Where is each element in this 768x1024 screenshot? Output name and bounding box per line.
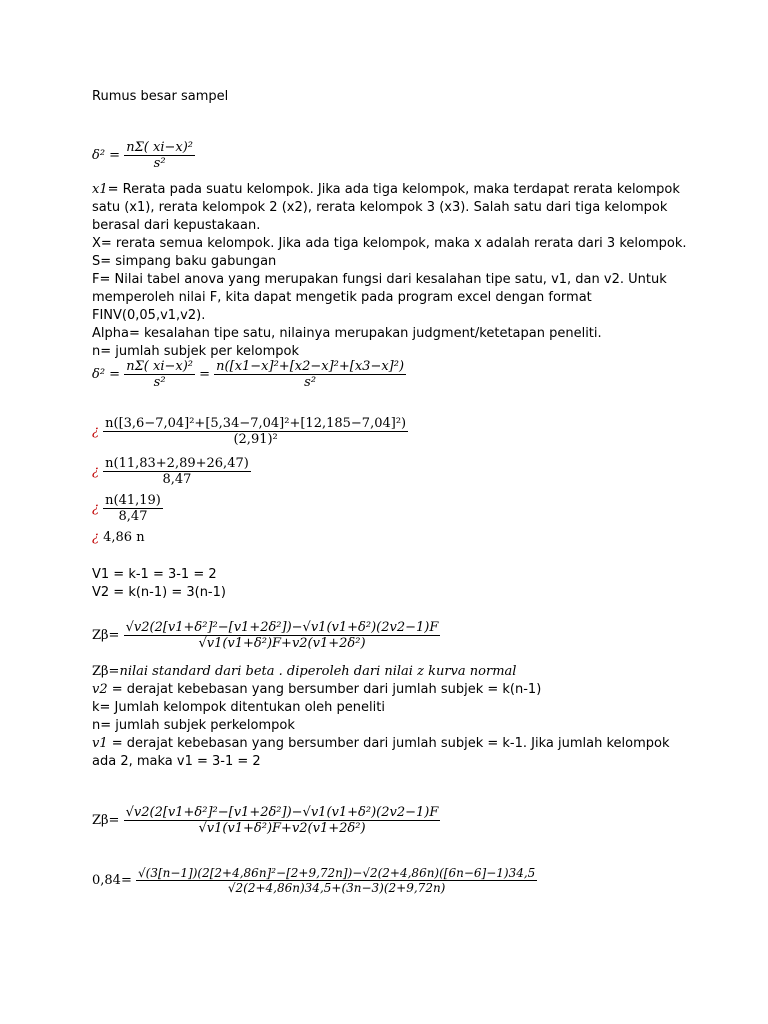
v1-symbol: v1 [92,736,108,751]
formula-fraction [124,140,195,171]
fraction-denominator: s² [124,155,195,171]
fraction-denominator: √v1(v1+δ²)F+v2(v1+2δ²) [124,635,441,651]
formula-lhs: Zβ= [92,813,120,828]
definition-X: X= rerata semua kelompok. Jika ada tiga kelompok, maka x adalah rerata dari 3 kelompok. [92,236,687,251]
formula-z-beta-substituted [92,866,537,895]
fraction-denominator: 8,47 [103,471,251,487]
calculation-step-4 [92,530,145,545]
calculation-step-1 [92,416,408,447]
z-beta-definition: nilai standard dari beta . diperoleh dari nilai z kurva normal [119,664,517,679]
step-marker: ¿ [92,530,99,545]
fraction-denominator: s² [214,374,406,390]
line-V2: V2 = k(n-1) = 3(n-1) [92,585,226,600]
fraction-numerator: n(11,83+2,89+26,47) [105,456,249,471]
fraction-denominator: s² [124,374,195,390]
fraction-numerator: nΣ( xi−x)² [126,140,193,155]
fraction-denominator: (2,91)² [103,431,408,447]
definition-v2 [92,681,541,699]
fraction-numerator: √(3[n−1])(2[2+4,86n]²−[2+9,72n])−√2(2+4,86n)([6n−6]−1)34,5 [137,866,536,880]
fraction-denominator: √2(2+4,86n)34,5+(3n−3)(2+9,72n) [136,880,537,895]
line-V1: V1 = k-1 = 3-1 = 2 [92,567,217,582]
step-fraction [103,493,163,524]
step-marker: ¿ [92,464,99,479]
formula-lhs: δ² = [92,148,121,163]
step-result: 4,86 n [103,530,145,545]
step-fraction [103,456,251,487]
x1-definition: = Rerata pada suatu kelompok. Jika ada tiga kelompok, maka terdapat rerata kelompok satu (x1), rerata kelompok 2 (x2), rerata kelompok 3 (x3). Salah satu dari tiga kelompok berasal dari kepustakaan. [92,182,680,233]
step-marker: ¿ [92,501,99,516]
formula-lhs: Zβ= [92,628,120,643]
paragraph-x1 [92,181,682,235]
definition-k: k= Jumlah kelompok ditentukan oleh peneliti [92,700,385,715]
formula-fraction [124,620,441,651]
v1-definition: = derajat kebebasan yang bersumber dari jumlah subjek = k-1. Jika jumlah kelompok ada 2, maka v1 = 3-1 = 2 [92,736,670,769]
formula-lhs: 0,84= [92,873,132,888]
v2-symbol: v2 [92,682,108,697]
formula-delta-squared [92,140,195,171]
formula-fraction [124,359,195,390]
x1-symbol: x1 [92,182,108,197]
calculation-step-2 [92,456,251,487]
definition-S: S= simpang baku gabungan [92,254,277,269]
fraction-numerator: √v2(2[v1+δ²]²−[v1+2δ²])−√v1(v1+δ²)(2v2−1)F [125,620,439,635]
definition-v1 [92,735,682,771]
calculation-step-3 [92,493,163,524]
formula-lhs: δ² = [92,367,121,382]
fraction-numerator: √v2(2[v1+δ²]²−[v1+2δ²])−√v1(v1+δ²)(2v2−1)F [125,805,439,820]
z-beta-symbol: Zβ= [92,664,120,679]
definition-n: n= jumlah subjek per kelompok [92,344,300,359]
formula-fraction-expanded [214,359,406,390]
fraction-numerator: n(41,19) [105,493,161,508]
fraction-denominator: 8,47 [103,508,163,524]
fraction-numerator: nΣ( xi−x)² [126,359,193,374]
formula-fraction [124,805,441,836]
step-fraction [103,416,408,447]
document-title: Rumus besar sampel [92,89,229,104]
definition-alpha: Alpha= kesalahan tipe satu, nilainya merupakan judgment/ketetapan peneliti. [92,326,602,341]
fraction-denominator: √v1(v1+δ²)F+v2(v1+2δ²) [124,820,441,836]
v2-definition: = derajat kebebasan yang bersumber dari jumlah subjek = k(n-1) [107,682,542,697]
formula-delta-expanded [92,359,406,390]
fraction-numerator: n([x1−x]²+[x2−x]²+[x3−x]²) [216,359,405,374]
equals-sign: = [199,367,211,382]
step-marker: ¿ [92,424,99,439]
formula-z-beta-repeat [92,805,440,836]
fraction-numerator: n([3,6−7,04]²+[5,34−7,04]²+[12,185−7,04]²) [105,416,407,431]
definition-n-per-group: n= jumlah subjek perkelompok [92,718,295,733]
definition-z-beta [92,663,516,681]
formula-z-beta [92,620,440,651]
definition-F: F= Nilai tabel anova yang merupakan fungsi dari kesalahan tipe satu, v1, dan v2. Untuk memperoleh nilai F, kita dapat mengetik pada program excel dengan format FINV(0,05,v1,v2). [92,272,667,323]
formula-fraction [136,866,537,895]
